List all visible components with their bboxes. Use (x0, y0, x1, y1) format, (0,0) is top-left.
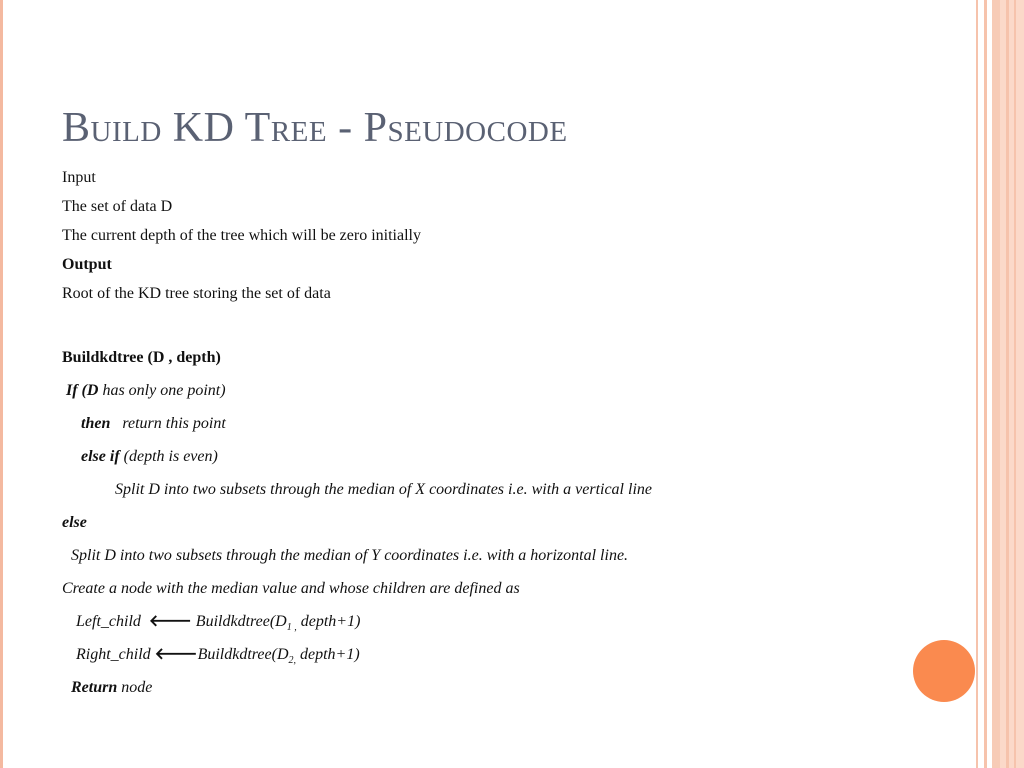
then-keyword: then (81, 415, 111, 432)
then-action: return this point (110, 415, 226, 432)
stripe (992, 0, 1000, 768)
stripe (1006, 0, 1009, 768)
elseif-condition: (depth is even) (119, 448, 218, 465)
elseif-keyword: else if (81, 448, 120, 465)
if-keyword: If (D (66, 382, 99, 399)
left-border-decoration (0, 0, 3, 768)
left-child-label: Left_child (76, 613, 149, 630)
stripe (1000, 0, 1024, 768)
return-keyword: Return (71, 679, 118, 696)
stripe (984, 0, 987, 768)
else-keyword: else (62, 514, 87, 531)
slide-title: Build KD Tree - Pseudocode (62, 105, 568, 151)
right-child-line (76, 645, 360, 671)
return-line (71, 678, 152, 698)
create-node-line: Create a node with the median value and whose children are defined as (62, 580, 520, 597)
left-child-line (76, 612, 360, 638)
if-condition: has only one point) (98, 382, 226, 399)
left-arrow-icon: 🡐 (154, 646, 198, 663)
right-child-call: Buildkdtree(D (197, 646, 289, 663)
input-line-1: The set of data D (62, 198, 173, 215)
orange-circle-decoration (913, 640, 975, 702)
left-child-call: Buildkdtree(D (191, 613, 287, 630)
if-line (66, 381, 226, 401)
left-arrow-icon: 🡐 (148, 613, 192, 630)
stripe (976, 0, 978, 768)
right-child-subscript: 2, (288, 655, 296, 667)
split-y-line: Split D into two subsets through the median of Y coordinates i.e. with a horizontal line. (71, 547, 629, 564)
function-signature: Buildkdtree (D , depth) (62, 349, 221, 366)
left-child-subscript: 1 , (286, 622, 297, 634)
elseif-line (81, 447, 218, 467)
split-x-line: Split D into two subsets through the median of X coordinates i.e. with a vertical line (115, 481, 652, 498)
input-label: Input (62, 169, 96, 186)
right-stripes-decoration (976, 0, 1024, 768)
stripe (1014, 0, 1016, 768)
output-line-1: Root of the KD tree storing the set of data (62, 285, 331, 302)
right-child-label: Right_child (76, 646, 155, 663)
input-line-2: The current depth of the tree which will be zero initially (62, 227, 421, 244)
left-child-args: depth+1) (296, 613, 361, 630)
then-line (81, 414, 226, 434)
right-child-args: depth+1) (296, 646, 360, 663)
return-value: node (117, 679, 153, 696)
output-label: Output (62, 256, 112, 273)
